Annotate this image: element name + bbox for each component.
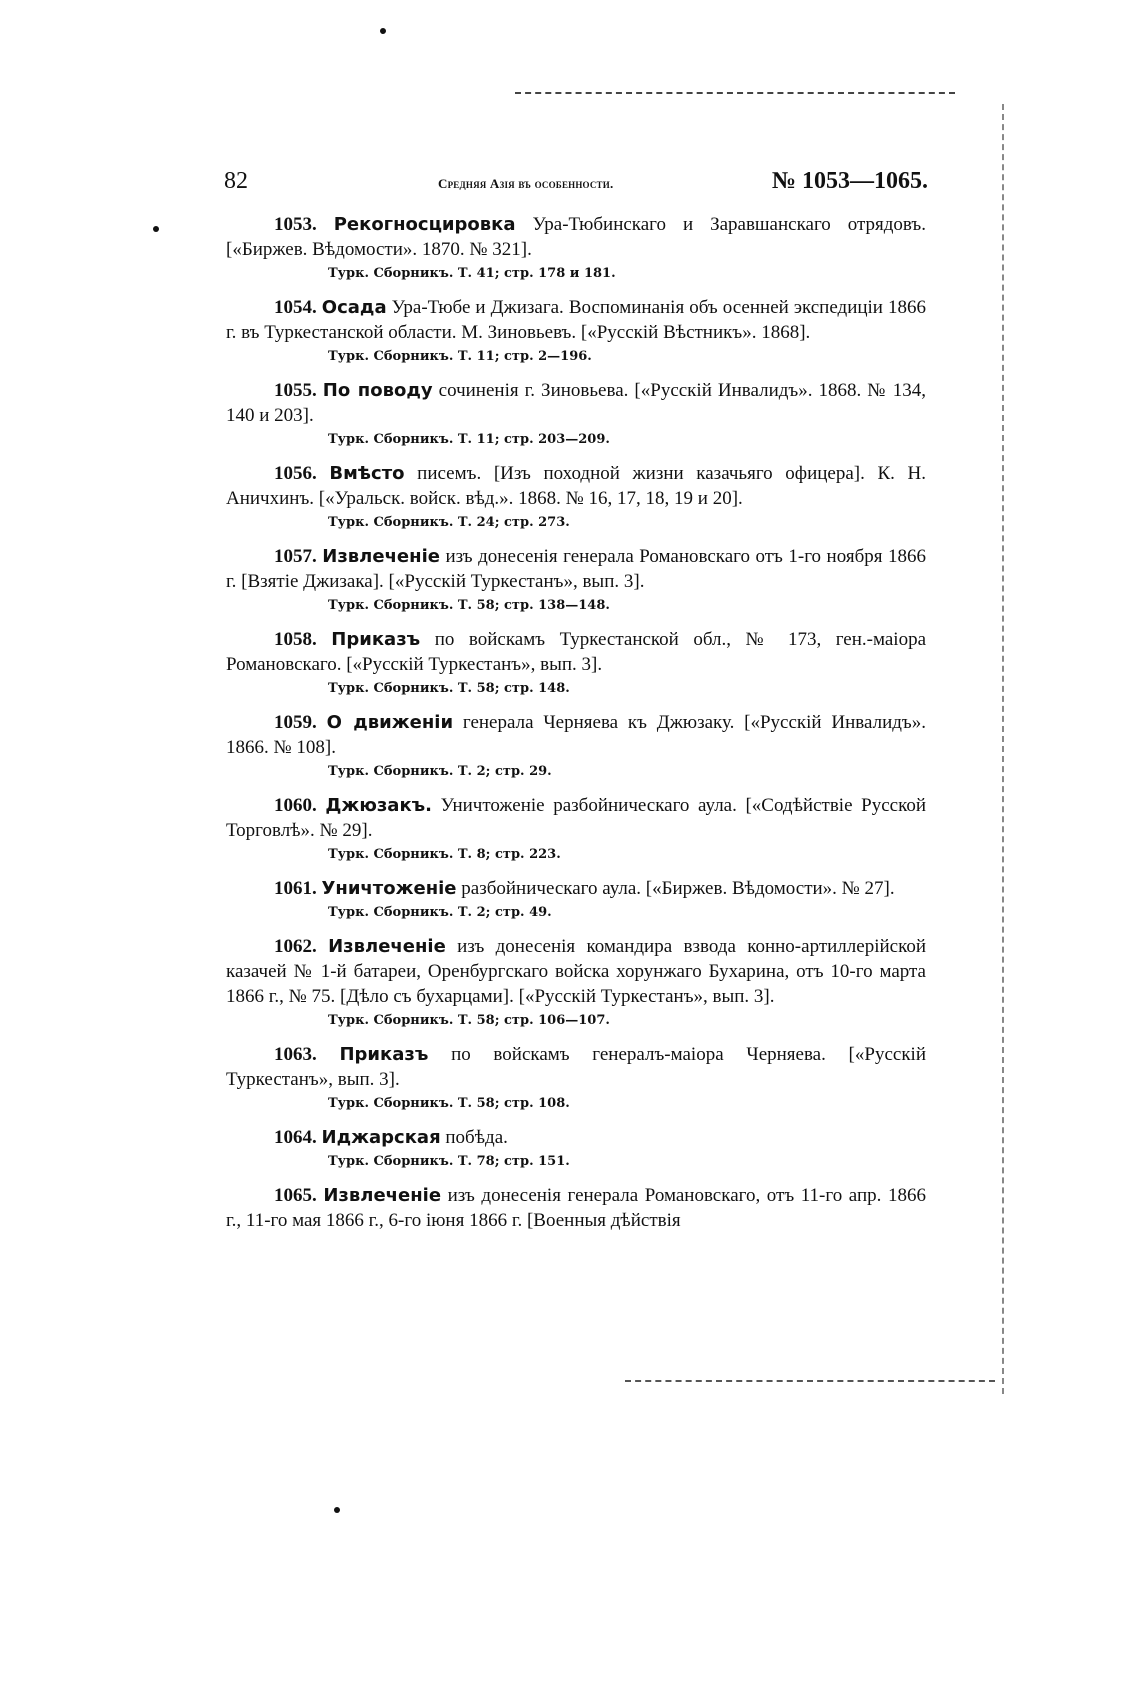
entry-title: О движеніи <box>326 712 454 733</box>
entry-title: Иджарская <box>321 1127 441 1148</box>
entry-text: изъ донесенія командира взвода конно-артиллерійской казачей № 1-й батареи, Оренбургскаго войска хорунжаго Бухарина, отъ 10-го марта 1866 г., № 75. [Дѣло съ бухарцами]. [«Русскій Туркестанъ», вып. 3]. <box>226 936 927 1007</box>
entry-text: генерала Черняева къ Джюзаку. [«Русскій Инвалидъ». 1866. № 108]. <box>226 712 926 758</box>
entry-source: Турк. Сборникъ. Т. 24; стр. 273. <box>328 515 570 530</box>
scan-speck <box>153 226 159 232</box>
entry-title: Осада <box>321 297 387 318</box>
entry-source: Турк. Сборникъ. Т. 58; стр. 106—107. <box>328 1013 610 1028</box>
entry-title: Вмѣсто <box>329 463 405 484</box>
entry-text: по войскамъ генералъ-маіора Черняева. [«Русскій Туркестанъ», вып. 3]. <box>226 1044 926 1090</box>
entry-text: изъ донесенія генерала Романовскаго отъ 1-го ноября 1866 г. [Взятіе Джизака]. [«Русскій Туркестанъ», вып. 3]. <box>226 546 927 592</box>
bibliography-entry <box>226 1042 926 1113</box>
entry-source: Турк. Сборникъ. Т. 11; стр. 2—196. <box>328 349 592 364</box>
entry-text: изъ донесенія генерала Романовскаго, отъ 11-го апр. 1866 г., 11-го мая 1866 г., 6-го іюня 1866 г. [Военныя дѣйствія <box>226 1185 927 1231</box>
entry-range: № 1053—1065. <box>771 168 928 194</box>
entry-title: Извлеченіе <box>328 936 446 957</box>
entry-text: Уничтоженіе разбойническаго аула. [«Содѣйствіе Русской Торговлѣ». № 29]. <box>226 795 927 841</box>
entry-number: 1056. <box>274 463 317 484</box>
scan-right-edge <box>1002 104 1004 1394</box>
entry-number: 1055. <box>274 380 317 401</box>
entry-text: сочиненія г. Зиновьева. [«Русскій Инвалидъ». 1868. № 134, 140 и 203]. <box>226 380 927 426</box>
bibliography-entry <box>226 1183 926 1233</box>
entry-text: писемъ. [Изъ походной жизни казачьяго офицера]. К. Н. Аничхинъ. [«Уральск. войск. вѣд.». 1868. № 16, 17, 18, 19 и 20]. <box>226 463 926 509</box>
entry-number: 1065. <box>274 1185 317 1206</box>
entry-source: Турк. Сборникъ. Т. 8; стр. 223. <box>328 847 561 862</box>
bibliography-list <box>226 212 926 1245</box>
scan-bottom-edge <box>625 1380 995 1382</box>
entry-number: 1060. <box>274 795 317 816</box>
entry-number: 1054. <box>274 297 317 318</box>
entry-number: 1061. <box>274 878 317 899</box>
page-header <box>224 168 928 198</box>
entry-source: Турк. Сборникъ. Т. 58; стр. 148. <box>328 681 570 696</box>
entry-source: Турк. Сборникъ. Т. 78; стр. 151. <box>328 1154 570 1169</box>
entry-title: Уничтоженіе <box>321 878 457 899</box>
scan-speck <box>334 1507 340 1513</box>
bibliography-entry <box>226 876 926 922</box>
bibliography-entry <box>226 934 926 1030</box>
bibliography-entry <box>226 378 926 449</box>
entry-source: Турк. Сборникъ. Т. 11; стр. 203—209. <box>328 432 610 447</box>
entry-text: по войскамъ Туркестанской обл., № 173, ген.-маіора Романовскаго. [«Русскій Туркестанъ», вып. 3]. <box>226 629 926 675</box>
page-number: 82 <box>224 168 248 194</box>
entry-title: Рекогносцировка <box>333 214 516 235</box>
bibliography-entry <box>226 627 926 698</box>
entry-text: Ура-Тюбе и Джизага. Воспоминанія объ осенней экспедиціи 1866 г. въ Туркестанской области. М. Зиновьевъ. [«Русскій Вѣстникъ». 1868]. <box>226 297 927 343</box>
entry-number: 1059. <box>274 712 317 733</box>
entry-title: Извлеченіе <box>322 546 440 567</box>
entry-title: Извлеченіе <box>323 1185 442 1206</box>
entry-title: Приказъ <box>339 1044 429 1065</box>
entry-number: 1064. <box>274 1127 317 1148</box>
entry-title: Джюзакъ. <box>325 795 433 816</box>
bibliography-entry <box>226 295 926 366</box>
entry-title: По поводу <box>322 380 433 401</box>
bibliography-entry <box>226 793 926 864</box>
entry-number: 1053. <box>274 214 317 235</box>
scan-speck <box>380 28 386 34</box>
entry-number: 1057. <box>274 546 317 567</box>
entry-source: Турк. Сборникъ. Т. 2; стр. 49. <box>328 905 552 920</box>
entry-source: Турк. Сборникъ. Т. 41; стр. 178 и 181. <box>328 266 616 281</box>
entry-text: Ура-Тюбинскаго и Заравшанскаго отрядовъ. [«Биржев. Вѣдомости». 1870. № 321]. <box>226 214 926 260</box>
running-title: Средняя Азія въ особенности. <box>438 176 614 191</box>
entry-number: 1058. <box>274 629 317 650</box>
entry-text: разбойническаго аула. [«Биржев. Вѣдомости». № 27]. <box>456 878 895 899</box>
entry-title: Приказъ <box>331 629 421 650</box>
entry-number: 1062. <box>274 936 317 957</box>
bibliography-entry <box>226 710 926 781</box>
entry-number: 1063. <box>274 1044 317 1065</box>
entry-source: Турк. Сборникъ. Т. 2; стр. 29. <box>328 764 552 779</box>
entry-source: Турк. Сборникъ. Т. 58; стр. 108. <box>328 1096 570 1111</box>
scan-top-edge <box>515 92 955 94</box>
entry-text: побѣда. <box>440 1127 508 1148</box>
bibliography-entry <box>226 212 926 283</box>
bibliography-entry <box>226 461 926 532</box>
bibliography-entry <box>226 544 926 615</box>
bibliography-entry <box>226 1125 926 1171</box>
entry-source: Турк. Сборникъ. Т. 58; стр. 138—148. <box>328 598 610 613</box>
